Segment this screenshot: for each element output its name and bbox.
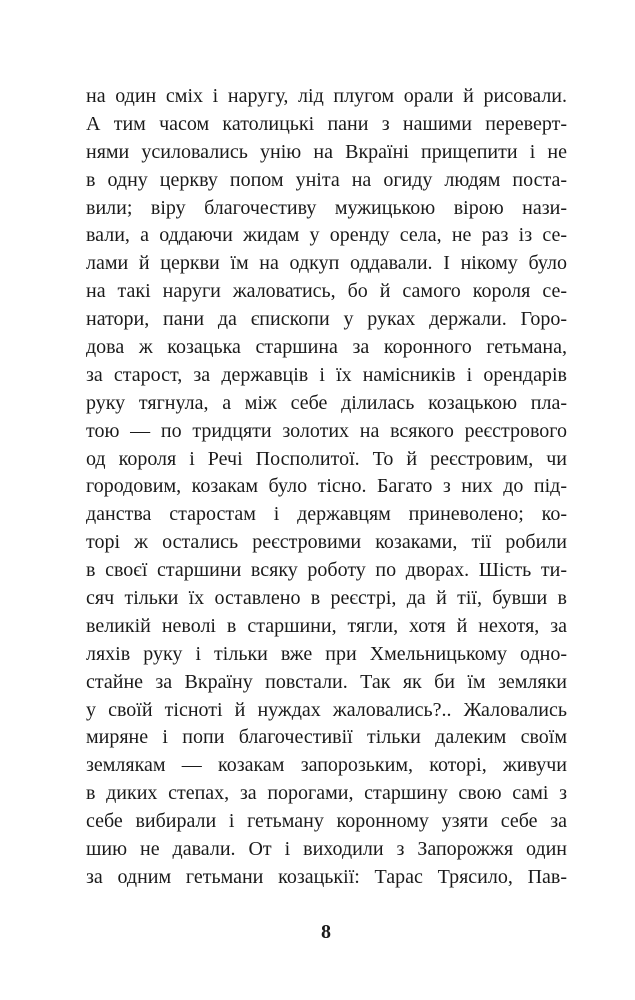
text-line: шию не давали. От і виходили з Запорожжя один (86, 838, 567, 861)
text-line: торі ж остались реєстровими козаками, тії робили (86, 531, 567, 554)
text-line: А тим часом католицькі пани з нашими переверт- (86, 112, 567, 135)
text-line: в своєї старшини всяку роботу по дворах. Шість ти- (86, 559, 567, 582)
page-number: 8 (321, 921, 331, 943)
text-line: у своїй тісноті й нуждах жаловались?.. Жаловались (86, 698, 567, 721)
text-line: за старост, за державців і їх намісників і орендарів (86, 363, 567, 386)
text-line: стайне за Вкраїну повстали. Так як би їм земляки (86, 670, 567, 693)
text-line: дова ж козацька старшина за коронного гетьмана, (86, 336, 567, 359)
text-line: миряне і попи благочестивії тільки далеким своїм (86, 726, 567, 749)
text-line: в одну церкву попом уніта на огиду людям поста- (86, 168, 567, 191)
text-line: на один сміх і наругу, лід плугом орали й рисовали. (86, 85, 567, 107)
text-line: великій неволі в старшини, тягли, хотя й нехотя, за (86, 614, 567, 637)
text-line: нями усиловались унію на Вкраїні прищепити і не (86, 140, 567, 163)
text-line: лами й церкви їм на одкуп оддавали. І нікому було (86, 252, 567, 275)
text-line: натори, пани да єпископи у руках держали. Горо- (86, 308, 567, 331)
text-line: землякам — козакам запорозьким, которі, живучи (86, 754, 567, 777)
text-line: руку тягнула, а між себе ділилась козацькою пла- (86, 391, 567, 414)
text-line: в диких степах, за порогами, старшину свою самі з (86, 782, 567, 805)
text-line: данства старостам і державцям приневолено; ко- (86, 503, 567, 526)
text-line: себе вибирали і гетьману коронному узяти себе за (86, 810, 567, 833)
text-line: городовим, козакам було тісно. Багато з них до під- (86, 475, 567, 498)
text-line: од короля і Речі Посполитої. То й реєстровим, чи (86, 447, 567, 470)
text-line: на такі наруги жаловатись, бо й самого короля се- (86, 280, 567, 303)
text-line: вали, а оддаючи жидам у оренду села, не раз із се- (86, 224, 567, 247)
text-line: вили; віру благочестиву мужицькою вірою нази- (86, 196, 567, 219)
text-line: тою — по тридцяти золотих на всякого реєстрового (86, 419, 567, 442)
text-line: сяч тільки їх оставлено в реєстрі, да й тії, бувши в (86, 587, 567, 610)
text-line: за одним гетьмани козацькії: Тарас Трясило, Пав- (86, 865, 567, 888)
body-text (86, 83, 567, 892)
text-line: ляхів руку і тільки вже при Хмельницькому одно- (86, 642, 567, 665)
